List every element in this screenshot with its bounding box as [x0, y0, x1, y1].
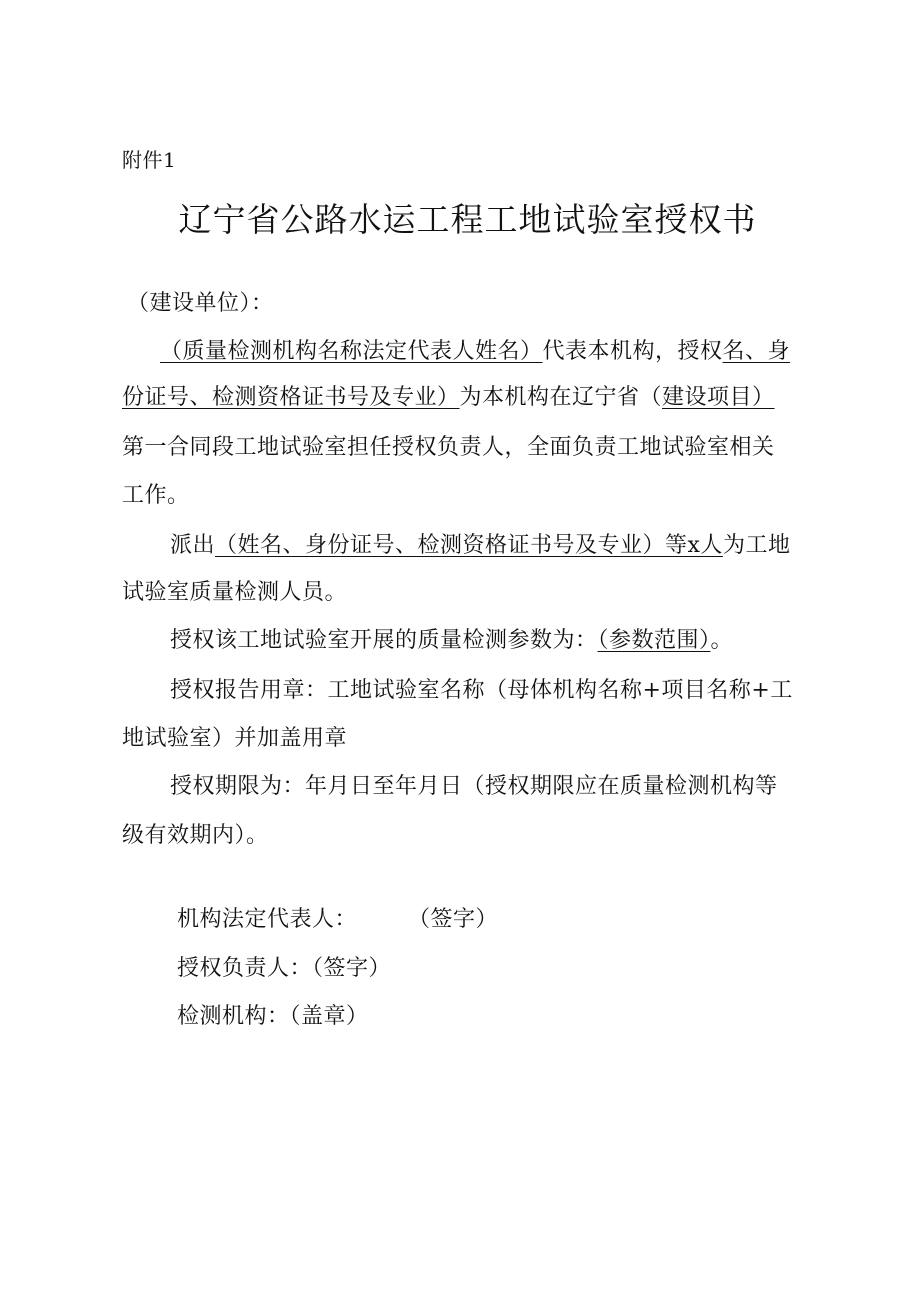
para2-line1-end: 为工地	[722, 533, 791, 558]
project-field: 建设项目）	[662, 385, 775, 410]
para2-line1	[170, 532, 790, 560]
authorized-person-label: 授权负责人：	[177, 956, 313, 981]
parameter-scope-field: （参数范围）	[597, 628, 711, 653]
para3-line	[170, 627, 733, 655]
para1-line1-text: 代表本机构，授权	[542, 339, 723, 364]
document-title: 辽宁省公路水运工程工地试验室授权书	[178, 200, 757, 239]
para2-line2: 试验室质量检测人员。	[122, 580, 348, 605]
para1-line1	[160, 338, 790, 366]
para1-line2-text: 为本机构在辽宁省（	[459, 385, 663, 410]
authorized-person-field-start: 名、身	[722, 339, 791, 364]
para5-line1: 授权期限为：年月日至年月日（授权期限应在质量检测机构等	[170, 774, 778, 799]
para3-end: 。	[710, 628, 734, 653]
addressee: （建设单位）：	[127, 291, 274, 316]
authorized-person-field-end: 份证号、检测资格证书号及专业）	[122, 385, 460, 410]
authorized-person-signature-line	[177, 955, 391, 983]
para3-text: 授权该工地试验室开展的质量检测参数为：	[170, 628, 598, 653]
org-label: 检测机构：	[177, 1004, 290, 1029]
legal-rep-sign: （签字）	[419, 907, 499, 932]
attachment-label: 附件1	[122, 148, 177, 172]
para4-line2: 地试验室）并加盖用章	[122, 726, 348, 751]
para1-line2	[122, 384, 775, 412]
org-rep-name-field: （质量检测机构名称法定代表人姓名）	[160, 339, 543, 364]
inspectors-field: （姓名、身份证号、检测资格证书号及专业）等x人	[215, 533, 723, 558]
legal-rep-signature-line	[177, 906, 498, 934]
legal-rep-label: 机构法定代表人：	[177, 907, 358, 932]
para5-line2: 级有效期内）。	[122, 823, 269, 848]
org-seal: （盖章）	[289, 1004, 369, 1029]
para2-line1-start: 派出	[170, 533, 216, 558]
authorized-person-sign: （签字）	[312, 956, 392, 981]
para1-line4: 工作。	[122, 483, 190, 508]
para4-line1: 授权报告用章：工地试验室名称（母体机构名称+项目名称+工	[170, 678, 793, 703]
org-seal-line	[177, 1003, 369, 1031]
para1-line3: 第一合同段工地试验室担任授权负责人，全面负责工地试验室相关	[122, 435, 775, 460]
